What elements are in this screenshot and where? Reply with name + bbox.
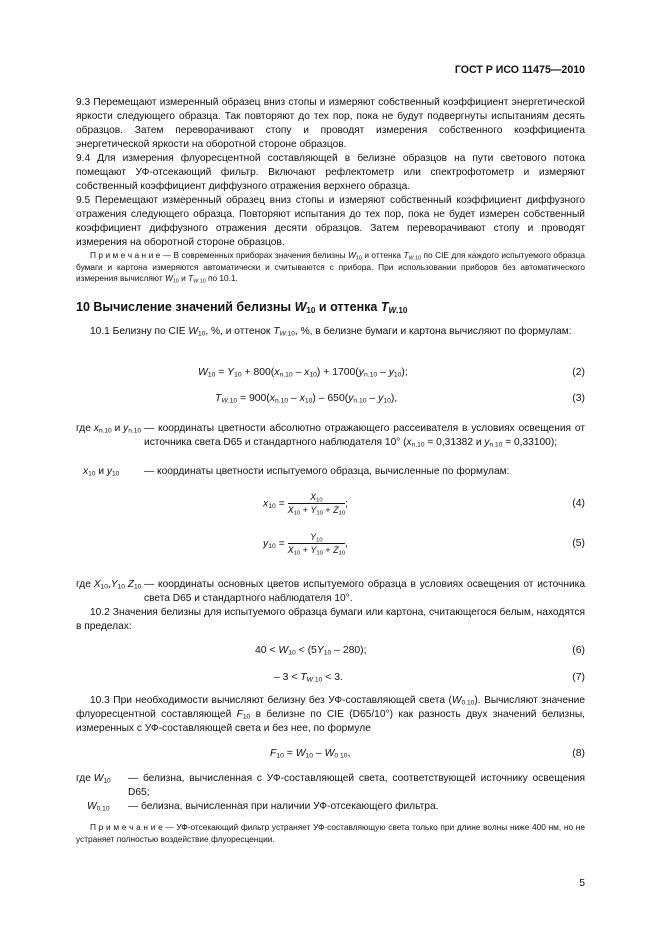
note-2: П р и м е ч а н и е — УФ-отсекающий фильтр устраняет УФ-составляющую света только при длине волны ниже 400 нм, но не устраняет полностью воздействие флуоресценции. bbox=[76, 822, 585, 844]
paragraph-10-3: 10.3 При необходимости вычисляют белизну без УФ-составляющей света $(W_{0.10})$. Вычисляют значение флуоресцентной составляющей $F_{10}$ в белизне по CIE (D65/10°) как разность двух значений белизны, измеренных с УФ-составляющей света и без нее, по формуле bbox=[76, 695, 585, 734]
definition-w10: где $W_{10}$ bbox=[76, 773, 111, 785]
equation-4: $x_{10}$ = $\frac{X_{10}}{X_{10} + Y_{10} + Z_{10}}$ ; bbox=[263, 492, 349, 517]
definition-w010-text: — белизна, вычисленная при наличии УФ-отсекающего фильтра. bbox=[128, 801, 439, 812]
note-1-label: П р и м е ч а н и е — bbox=[90, 250, 172, 260]
paragraph-9-5: 9.5 Перемещают измеренный образец вниз стопы и измеряют собственный коэффициент диффузного отражения следующего образца. Повторяют испытания до тех пор, пока не будет измерен собственный коэффициент диффузного отражения десяти образцов. Затем переворачивают стопу и проводят измерения на оборотной стороне образцов. bbox=[76, 195, 585, 248]
paragraph-10-1: 10.1 Белизну по CIE $W_{10}$, %, и оттенок $T_{W.10}$, %, в белизне бумаги и картона вычисляют по формулам: bbox=[90, 326, 572, 338]
definition-xn-yn-text: — координаты цветности абсолютно отражающего рассеивателя в условиях освещения от источника света D65 и стандартного наблюдателя 10° ($x_{n.10} = 0,31382$ и $y_{n.10} = 0,33100$); bbox=[144, 423, 585, 449]
equation-number-5: (5) bbox=[572, 538, 585, 549]
paragraph-9-4: 9.4 Для измерения флуоресцентной составляющей в белизне образцов на пути светового потока помещают УФ-отсекающий фильтр. Включают рефлектометр или спектрофотометр и измеряют собственный коэффициент диффузного отражения верхнего образца. bbox=[76, 153, 585, 192]
equation-number-2: (2) bbox=[572, 367, 585, 378]
definition-xyz-text: — координаты основных цветов испытуемого образца в условиях освещения от источника света D65 и стандартного наблюдателя 10°. bbox=[144, 579, 585, 604]
document-header: ГОСТ Р ИСО 11475—2010 bbox=[454, 64, 585, 76]
equation-3: $T_{W.10} = 900(x_{n.10} - x_{10}) - 650(y_{n.10} - y_{10})$, bbox=[215, 393, 398, 405]
equation-7: – $3 < T_{W.10} < 3$. bbox=[274, 672, 343, 684]
paragraph-10-2: 10.2 Значения белизны для испытуемого образца бумаги или картона, считающегося белым, находятся в пределах: bbox=[76, 607, 585, 632]
equation-6: $40 < W_{10} < (5Y_{10} - 280)$; bbox=[255, 645, 367, 657]
equation-8: $F_{10} = W_{10} - W_{0 10}$, bbox=[270, 748, 351, 760]
definition-xyz: где $X_{10},Y_{10}$ $Z_{10}$ bbox=[76, 579, 142, 591]
note-2-label: П р и м е ч а н и е — bbox=[90, 822, 174, 832]
definition-w010: $W_{0.10}$ bbox=[87, 801, 110, 813]
definition-x-y: $x_{10}$ и $y_{10}$ bbox=[83, 466, 120, 478]
equation-number-7: (7) bbox=[572, 672, 585, 683]
paragraph-9-3 bbox=[76, 96, 585, 152]
equation-number-8: (8) bbox=[572, 748, 585, 759]
equation-number-3: (3) bbox=[572, 393, 585, 404]
page-number: 5 bbox=[579, 878, 585, 889]
note-1: П р и м е ч а н и е — В современных приборах значения белизны $W_{10}$ и оттенка $T_{W.10}$ по CIE для каждого испытуемого образца бумаги и картона измеряются автоматически и считываются с прибора. При использовании приборов без автоматического измерения вычисляют $W_{10}$ и $T_{W.10}$ по 10.1. bbox=[76, 250, 586, 285]
equation-number-6: (6) bbox=[572, 645, 585, 656]
paragraph-9-3-text: 9.3 Перемещают измеренный образец вниз стопы и измеряют собственный коэффициент энергетической яркости следующего образца. Так повторяют до тех пор, пока не будут подвергнуты испытаниям десять образцов. Затем переворачивают стопу и проводят измерения собственного коэффициента энергетической яркости на оборотной стороне образцов. bbox=[76, 97, 585, 150]
definition-xn-yn: где $x_{n.10}$ и $y_{n.10}$ bbox=[76, 423, 142, 435]
definition-w10-text: — белизна, вычисленная с УФ-составляющей света, соответствующей источнику освещения D65; bbox=[128, 773, 585, 798]
equation-2: $W_{10} = Y_{10} + 800(x_{n.10} - x_{10}) + 1700(y_{n.10} - y_{10})$; bbox=[198, 367, 408, 379]
section-10-title: 10 Вычисление значений белизны $W_{10}$ и оттенка $T_{W.10}$ bbox=[76, 300, 408, 316]
equation-number-4: (4) bbox=[572, 498, 585, 509]
definition-x-y-text: — координаты цветности испытуемого образца, вычисленные по формулам: bbox=[144, 466, 510, 477]
equation-5: $y_{10}$ = $\frac{Y_{10}}{X_{10} + Y_{10} + Z_{10}}$ , bbox=[263, 532, 349, 557]
